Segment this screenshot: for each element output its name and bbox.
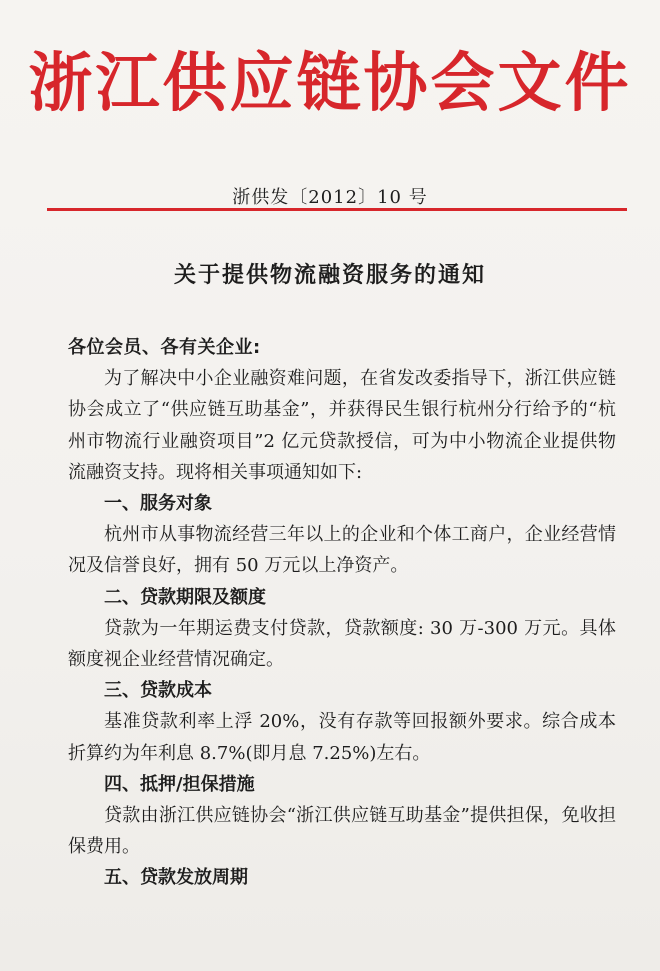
notice-body [68,332,616,894]
red-divider-line [47,208,627,211]
salutation: 各位会员、各有关企业: [68,337,261,358]
org-header-title: 浙江供应链协会文件 [28,46,632,121]
section-heading-loan-cost: 三、贷款成本 [104,680,212,702]
section-heading-loan-term: 二、贷款期限及额度 [104,586,266,608]
section-heading-disbursement: 五、贷款发放周期 [104,867,248,889]
section-heading-service-target: 一、服务对象 [104,493,212,515]
intro-paragraph: 为了解决中小企业融资难问题，在省发改委指导下，浙江供应链协会成立了“供应链互助基金”，并获得民生银行杭州分行给予的“杭州市物流行业融资项目”2 亿元贷款授信，可为中小物流企业提供物流融资支持。现将相关事项通知如下: [68,368,616,483]
notice-title: 关于提供物流融资服务的通知 [173,263,486,288]
section-heading-guarantee: 四、抵押/担保措施 [104,773,255,795]
section-text-loan-term: 贷款为一年期运费支付贷款，贷款额度: 30 万-300 万元。具体额度视企业经营情况确定。 [68,617,616,671]
section-text-guarantee: 贷款由浙江供应链协会“浙江供应链互助基金”提供担保，免收担保费用。 [68,805,616,858]
document-number: 浙供发〔2012〕10 号 [232,187,428,208]
section-text-loan-cost: 基准贷款利率上浮 20%，没有存款等回报额外要求。综合成本折算约为年利息 8.7%(即月息 7.25%)左右。 [68,711,616,764]
section-text-service-target: 杭州市从事物流经营三年以上的企业和个体工商户，企业经营情况及信誉良好，拥有 50 万元以上净资产。 [68,524,616,577]
